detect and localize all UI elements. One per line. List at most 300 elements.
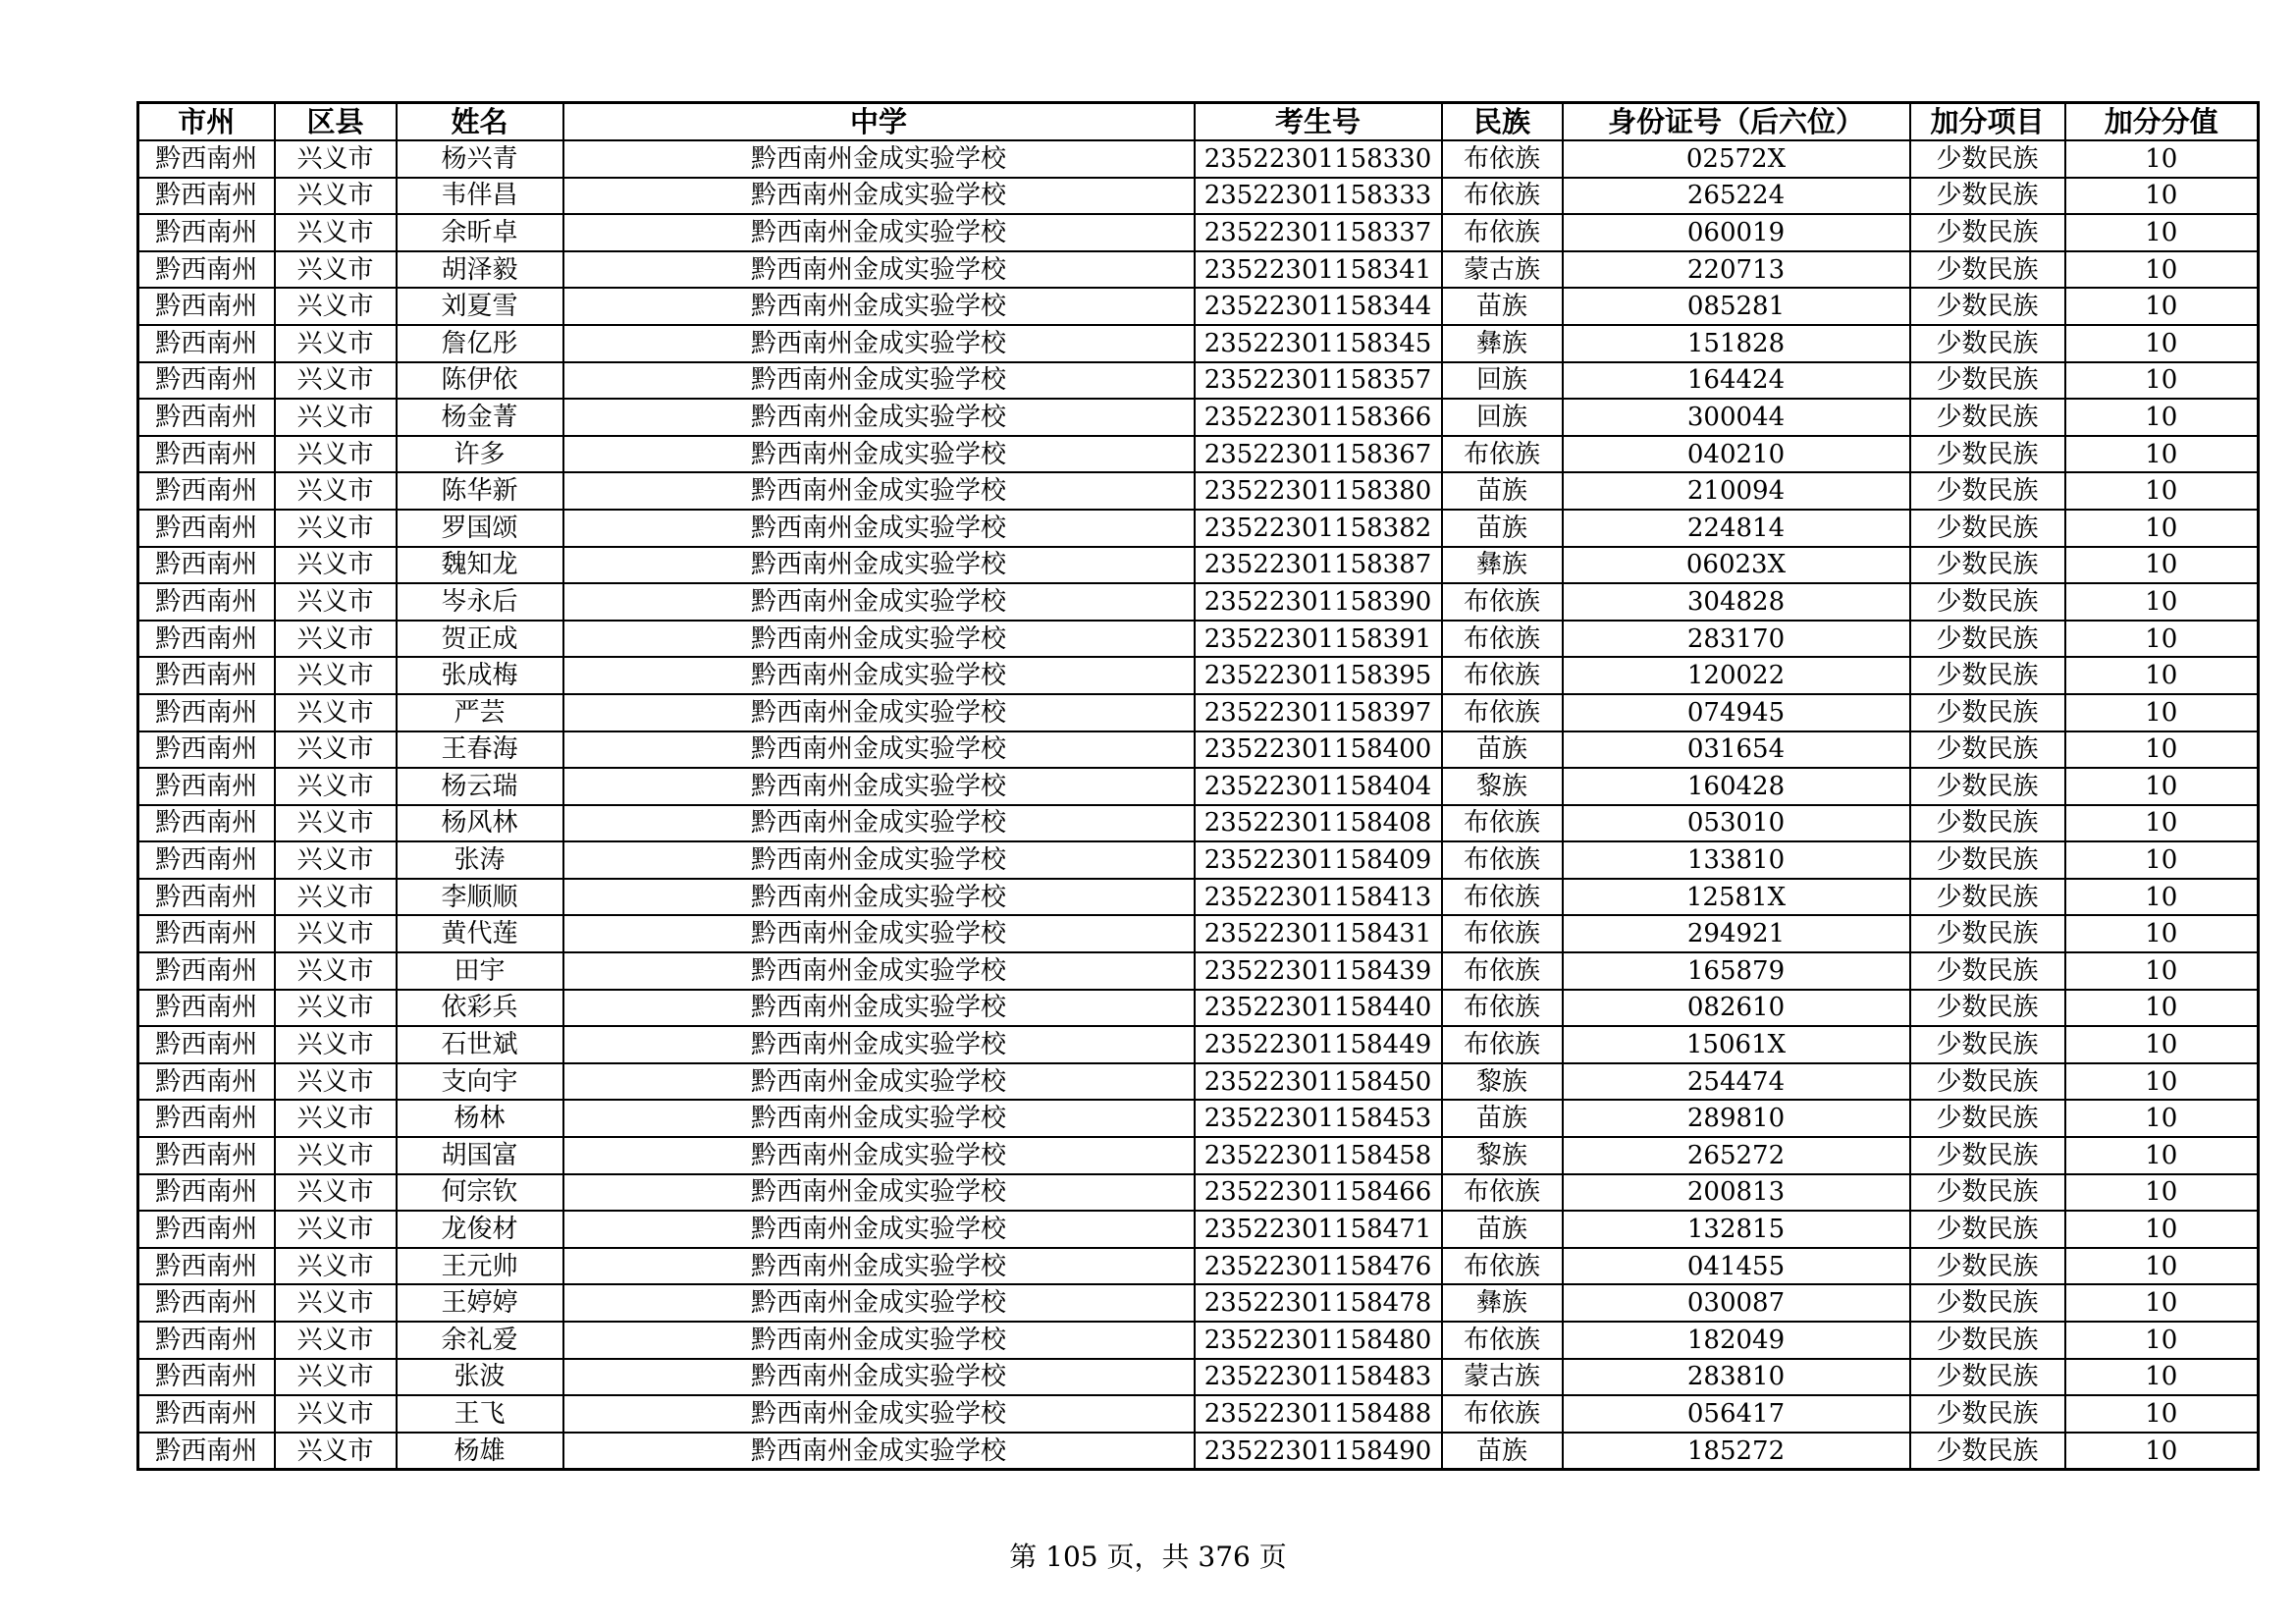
school-cell: 黔西南州金成实验学校: [563, 1211, 1195, 1248]
city-cell: 黔西南州: [138, 362, 275, 400]
district-cell: 兴义市: [275, 1026, 397, 1063]
district-cell: 兴义市: [275, 325, 397, 362]
name-cell: 杨兴青: [397, 140, 563, 178]
district-cell: 兴义市: [275, 1284, 397, 1322]
city-cell: 黔西南州: [138, 990, 275, 1027]
ethnicity-cell: 黎族: [1442, 1063, 1563, 1101]
name-cell: 严芸: [397, 694, 563, 731]
bonus-item-cell: 少数民族: [1910, 1137, 2065, 1174]
exam-number-cell: 23522301158483: [1195, 1359, 1442, 1396]
bonus-value-cell: 10: [2065, 1359, 2259, 1396]
bonus-item-cell: 少数民族: [1910, 510, 2065, 547]
bonus-item-cell: 少数民族: [1910, 472, 2065, 510]
name-cell: 陈华新: [397, 472, 563, 510]
district-cell: 兴义市: [275, 1137, 397, 1174]
table-row: [138, 621, 2259, 658]
bonus-value-cell: 10: [2065, 952, 2259, 990]
exam-number-cell: 23522301158366: [1195, 399, 1442, 436]
school-cell: 黔西南州金成实验学校: [563, 140, 1195, 178]
city-cell: 黔西南州: [138, 1026, 275, 1063]
id-suffix-cell: 200813: [1563, 1174, 1910, 1212]
exam-number-cell: 23522301158408: [1195, 805, 1442, 842]
id-suffix-cell: 085281: [1563, 288, 1910, 325]
bonus-value-cell: 10: [2065, 472, 2259, 510]
ethnicity-cell: 蒙古族: [1442, 1359, 1563, 1396]
id-suffix-cell: 165879: [1563, 952, 1910, 990]
name-cell: 魏知龙: [397, 547, 563, 584]
ethnicity-cell: 蒙古族: [1442, 251, 1563, 289]
bonus-value-cell: 10: [2065, 1322, 2259, 1359]
table-row: [138, 325, 2259, 362]
table-row: [138, 768, 2259, 805]
bonus-value-cell: 10: [2065, 657, 2259, 694]
district-cell: 兴义市: [275, 1322, 397, 1359]
city-cell: 黔西南州: [138, 214, 275, 251]
school-cell: 黔西南州金成实验学校: [563, 1137, 1195, 1174]
school-cell: 黔西南州金成实验学校: [563, 731, 1195, 769]
school-cell: 黔西南州金成实验学校: [563, 547, 1195, 584]
ethnicity-cell: 布依族: [1442, 621, 1563, 658]
table-row: [138, 657, 2259, 694]
city-cell: 黔西南州: [138, 1433, 275, 1470]
ethnicity-cell: 彝族: [1442, 547, 1563, 584]
district-cell: 兴义市: [275, 178, 397, 215]
ethnicity-cell: 布依族: [1442, 178, 1563, 215]
exam-number-cell: 23522301158466: [1195, 1174, 1442, 1212]
table-row: [138, 731, 2259, 769]
district-cell: 兴义市: [275, 251, 397, 289]
table-row: [138, 140, 2259, 178]
name-cell: 胡国富: [397, 1137, 563, 1174]
bonus-item-cell: 少数民族: [1910, 768, 2065, 805]
bonus-value-cell: 10: [2065, 325, 2259, 362]
bonus-item-cell: 少数民族: [1910, 879, 2065, 916]
bonus-value-cell: 10: [2065, 251, 2259, 289]
bonus-item-cell: 少数民族: [1910, 288, 2065, 325]
table-row: [138, 879, 2259, 916]
id-suffix-cell: 030087: [1563, 1284, 1910, 1322]
city-cell: 黔西南州: [138, 1137, 275, 1174]
exam-number-cell: 23522301158409: [1195, 841, 1442, 879]
district-cell: 兴义市: [275, 1359, 397, 1396]
district-cell: 兴义市: [275, 731, 397, 769]
table-row: [138, 1248, 2259, 1285]
bonus-item-cell: 少数民族: [1910, 694, 2065, 731]
name-cell: 杨雄: [397, 1433, 563, 1470]
ethnicity-cell: 布依族: [1442, 879, 1563, 916]
district-cell: 兴义市: [275, 436, 397, 473]
bonus-item-cell: 少数民族: [1910, 140, 2065, 178]
id-suffix-cell: 053010: [1563, 805, 1910, 842]
column-header-bonus-item: 加分项目: [1910, 103, 2065, 141]
district-cell: 兴义市: [275, 768, 397, 805]
district-cell: 兴义市: [275, 694, 397, 731]
district-cell: 兴义市: [275, 1174, 397, 1212]
ethnicity-cell: 回族: [1442, 362, 1563, 400]
bonus-item-cell: 少数民族: [1910, 1174, 2065, 1212]
id-suffix-cell: 151828: [1563, 325, 1910, 362]
city-cell: 黔西南州: [138, 952, 275, 990]
id-suffix-cell: 160428: [1563, 768, 1910, 805]
bonus-item-cell: 少数民族: [1910, 547, 2065, 584]
district-cell: 兴义市: [275, 915, 397, 952]
bonus-item-cell: 少数民族: [1910, 1100, 2065, 1137]
school-cell: 黔西南州金成实验学校: [563, 1359, 1195, 1396]
bonus-value-cell: 10: [2065, 841, 2259, 879]
school-cell: 黔西南州金成实验学校: [563, 657, 1195, 694]
id-suffix-cell: 220713: [1563, 251, 1910, 289]
table-row: [138, 1100, 2259, 1137]
bonus-item-cell: 少数民族: [1910, 325, 2065, 362]
district-cell: 兴义市: [275, 657, 397, 694]
name-cell: 刘夏雪: [397, 288, 563, 325]
table-row: [138, 1211, 2259, 1248]
school-cell: 黔西南州金成实验学校: [563, 325, 1195, 362]
name-cell: 罗国颂: [397, 510, 563, 547]
name-cell: 陈伊依: [397, 362, 563, 400]
ethnicity-cell: 布依族: [1442, 952, 1563, 990]
table-row: [138, 510, 2259, 547]
bonus-value-cell: 10: [2065, 510, 2259, 547]
name-cell: 贺正成: [397, 621, 563, 658]
school-cell: 黔西南州金成实验学校: [563, 621, 1195, 658]
city-cell: 黔西南州: [138, 694, 275, 731]
school-cell: 黔西南州金成实验学校: [563, 1284, 1195, 1322]
exam-number-cell: 23522301158337: [1195, 214, 1442, 251]
name-cell: 余昕卓: [397, 214, 563, 251]
school-cell: 黔西南州金成实验学校: [563, 694, 1195, 731]
id-suffix-cell: 132815: [1563, 1211, 1910, 1248]
city-cell: 黔西南州: [138, 1211, 275, 1248]
table-header: [138, 103, 2259, 141]
school-cell: 黔西南州金成实验学校: [563, 879, 1195, 916]
school-cell: 黔西南州金成实验学校: [563, 399, 1195, 436]
exam-number-cell: 23522301158397: [1195, 694, 1442, 731]
name-cell: 田宇: [397, 952, 563, 990]
school-cell: 黔西南州金成实验学校: [563, 1100, 1195, 1137]
exam-number-cell: 23522301158449: [1195, 1026, 1442, 1063]
id-suffix-cell: 265272: [1563, 1137, 1910, 1174]
district-cell: 兴义市: [275, 621, 397, 658]
ethnicity-cell: 布依族: [1442, 694, 1563, 731]
bonus-value-cell: 10: [2065, 879, 2259, 916]
ethnicity-cell: 苗族: [1442, 1433, 1563, 1470]
school-cell: 黔西南州金成实验学校: [563, 1174, 1195, 1212]
exam-number-cell: 23522301158390: [1195, 583, 1442, 621]
school-cell: 黔西南州金成实验学校: [563, 1433, 1195, 1470]
bonus-value-cell: 10: [2065, 583, 2259, 621]
name-cell: 杨云瑞: [397, 768, 563, 805]
school-cell: 黔西南州金成实验学校: [563, 768, 1195, 805]
table-row: [138, 436, 2259, 473]
bonus-item-cell: 少数民族: [1910, 251, 2065, 289]
name-cell: 詹亿彤: [397, 325, 563, 362]
exam-number-cell: 23522301158453: [1195, 1100, 1442, 1137]
table-row: [138, 399, 2259, 436]
id-suffix-cell: 283170: [1563, 621, 1910, 658]
district-cell: 兴义市: [275, 841, 397, 879]
bonus-value-cell: 10: [2065, 694, 2259, 731]
bonus-item-cell: 少数民族: [1910, 214, 2065, 251]
city-cell: 黔西南州: [138, 547, 275, 584]
id-suffix-cell: 06023X: [1563, 547, 1910, 584]
id-suffix-cell: 15061X: [1563, 1026, 1910, 1063]
bonus-item-cell: 少数民族: [1910, 436, 2065, 473]
ethnicity-cell: 布依族: [1442, 214, 1563, 251]
id-suffix-cell: 133810: [1563, 841, 1910, 879]
bonus-item-cell: 少数民族: [1910, 841, 2065, 879]
table-row: [138, 805, 2259, 842]
exam-number-cell: 23522301158344: [1195, 288, 1442, 325]
district-cell: 兴义市: [275, 1248, 397, 1285]
table-row: [138, 841, 2259, 879]
city-cell: 黔西南州: [138, 1359, 275, 1396]
bonus-value-cell: 10: [2065, 1433, 2259, 1470]
bonus-value-cell: 10: [2065, 731, 2259, 769]
city-cell: 黔西南州: [138, 731, 275, 769]
table-row: [138, 251, 2259, 289]
city-cell: 黔西南州: [138, 178, 275, 215]
ethnicity-cell: 彝族: [1442, 325, 1563, 362]
name-cell: 龙俊材: [397, 1211, 563, 1248]
school-cell: 黔西南州金成实验学校: [563, 990, 1195, 1027]
bonus-item-cell: 少数民族: [1910, 731, 2065, 769]
bonus-value-cell: 10: [2065, 178, 2259, 215]
table-row: [138, 915, 2259, 952]
table-row: [138, 1063, 2259, 1101]
city-cell: 黔西南州: [138, 1063, 275, 1101]
exam-number-cell: 23522301158380: [1195, 472, 1442, 510]
city-cell: 黔西南州: [138, 657, 275, 694]
city-cell: 黔西南州: [138, 1284, 275, 1322]
school-cell: 黔西南州金成实验学校: [563, 915, 1195, 952]
district-cell: 兴义市: [275, 952, 397, 990]
table-row: [138, 952, 2259, 990]
id-suffix-cell: 304828: [1563, 583, 1910, 621]
table-row: [138, 362, 2259, 400]
ethnicity-cell: 布依族: [1442, 1248, 1563, 1285]
bonus-value-cell: 10: [2065, 547, 2259, 584]
bonus-value-cell: 10: [2065, 214, 2259, 251]
table-row: [138, 1433, 2259, 1470]
id-suffix-cell: 120022: [1563, 657, 1910, 694]
district-cell: 兴义市: [275, 510, 397, 547]
district-cell: 兴义市: [275, 140, 397, 178]
school-cell: 黔西南州金成实验学校: [563, 1026, 1195, 1063]
city-cell: 黔西南州: [138, 1100, 275, 1137]
column-header-school: 中学: [563, 103, 1195, 141]
bonus-item-cell: 少数民族: [1910, 1284, 2065, 1322]
exam-number-cell: 23522301158357: [1195, 362, 1442, 400]
bonus-item-cell: 少数民族: [1910, 399, 2065, 436]
bonus-points-table: [136, 101, 2260, 1471]
city-cell: 黔西南州: [138, 472, 275, 510]
bonus-item-cell: 少数民族: [1910, 657, 2065, 694]
city-cell: 黔西南州: [138, 805, 275, 842]
city-cell: 黔西南州: [138, 288, 275, 325]
ethnicity-cell: 苗族: [1442, 510, 1563, 547]
district-cell: 兴义市: [275, 1100, 397, 1137]
exam-number-cell: 23522301158471: [1195, 1211, 1442, 1248]
table-row: [138, 547, 2259, 584]
district-cell: 兴义市: [275, 1211, 397, 1248]
table-row: [138, 694, 2259, 731]
table-row: [138, 990, 2259, 1027]
table-row: [138, 178, 2259, 215]
ethnicity-cell: 布依族: [1442, 583, 1563, 621]
district-cell: 兴义市: [275, 805, 397, 842]
ethnicity-cell: 黎族: [1442, 1137, 1563, 1174]
name-cell: 余礼爱: [397, 1322, 563, 1359]
school-cell: 黔西南州金成实验学校: [563, 841, 1195, 879]
bonus-value-cell: 10: [2065, 1211, 2259, 1248]
district-cell: 兴义市: [275, 1395, 397, 1433]
id-suffix-cell: 289810: [1563, 1100, 1910, 1137]
exam-number-cell: 23522301158400: [1195, 731, 1442, 769]
id-suffix-cell: 224814: [1563, 510, 1910, 547]
city-cell: 黔西南州: [138, 251, 275, 289]
exam-number-cell: 23522301158439: [1195, 952, 1442, 990]
city-cell: 黔西南州: [138, 399, 275, 436]
bonus-item-cell: 少数民族: [1910, 1433, 2065, 1470]
name-cell: 支向宇: [397, 1063, 563, 1101]
name-cell: 依彩兵: [397, 990, 563, 1027]
table-row: [138, 472, 2259, 510]
id-suffix-cell: 185272: [1563, 1433, 1910, 1470]
city-cell: 黔西南州: [138, 140, 275, 178]
page-footer: 第 105 页，共 376 页: [1009, 1541, 1287, 1573]
table-row: [138, 1359, 2259, 1396]
school-cell: 黔西南州金成实验学校: [563, 251, 1195, 289]
city-cell: 黔西南州: [138, 1248, 275, 1285]
district-cell: 兴义市: [275, 547, 397, 584]
id-suffix-cell: 300044: [1563, 399, 1910, 436]
name-cell: 韦伴昌: [397, 178, 563, 215]
name-cell: 岑永后: [397, 583, 563, 621]
column-header-name: 姓名: [397, 103, 563, 141]
bonus-item-cell: 少数民族: [1910, 1248, 2065, 1285]
id-suffix-cell: 164424: [1563, 362, 1910, 400]
name-cell: 王元帅: [397, 1248, 563, 1285]
id-suffix-cell: 040210: [1563, 436, 1910, 473]
city-cell: 黔西南州: [138, 583, 275, 621]
name-cell: 杨风林: [397, 805, 563, 842]
exam-number-cell: 23522301158333: [1195, 178, 1442, 215]
name-cell: 张成梅: [397, 657, 563, 694]
column-header-city: 市州: [138, 103, 275, 141]
bonus-value-cell: 10: [2065, 621, 2259, 658]
bonus-item-cell: 少数民族: [1910, 583, 2065, 621]
id-suffix-cell: 060019: [1563, 214, 1910, 251]
exam-number-cell: 23522301158490: [1195, 1433, 1442, 1470]
ethnicity-cell: 苗族: [1442, 731, 1563, 769]
exam-number-cell: 23522301158480: [1195, 1322, 1442, 1359]
bonus-item-cell: 少数民族: [1910, 362, 2065, 400]
exam-number-cell: 23522301158330: [1195, 140, 1442, 178]
column-header-id-suffix: 身份证号（后六位）: [1563, 103, 1910, 141]
school-cell: 黔西南州金成实验学校: [563, 436, 1195, 473]
exam-number-cell: 23522301158345: [1195, 325, 1442, 362]
school-cell: 黔西南州金成实验学校: [563, 1395, 1195, 1433]
name-cell: 李顺顺: [397, 879, 563, 916]
district-cell: 兴义市: [275, 288, 397, 325]
name-cell: 杨金菁: [397, 399, 563, 436]
bonus-item-cell: 少数民族: [1910, 621, 2065, 658]
ethnicity-cell: 苗族: [1442, 288, 1563, 325]
city-cell: 黔西南州: [138, 1395, 275, 1433]
ethnicity-cell: 布依族: [1442, 915, 1563, 952]
bonus-item-cell: 少数民族: [1910, 952, 2065, 990]
school-cell: 黔西南州金成实验学校: [563, 214, 1195, 251]
name-cell: 黄代莲: [397, 915, 563, 952]
bonus-value-cell: 10: [2065, 1100, 2259, 1137]
header-row: [138, 103, 2259, 141]
bonus-value-cell: 10: [2065, 1063, 2259, 1101]
bonus-value-cell: 10: [2065, 399, 2259, 436]
bonus-value-cell: 10: [2065, 362, 2259, 400]
ethnicity-cell: 布依族: [1442, 657, 1563, 694]
ethnicity-cell: 苗族: [1442, 1100, 1563, 1137]
column-header-district: 区县: [275, 103, 397, 141]
city-cell: 黔西南州: [138, 436, 275, 473]
school-cell: 黔西南州金成实验学校: [563, 178, 1195, 215]
exam-number-cell: 23522301158458: [1195, 1137, 1442, 1174]
exam-number-cell: 23522301158478: [1195, 1284, 1442, 1322]
name-cell: 王婷婷: [397, 1284, 563, 1322]
exam-number-cell: 23522301158391: [1195, 621, 1442, 658]
ethnicity-cell: 苗族: [1442, 1211, 1563, 1248]
school-cell: 黔西南州金成实验学校: [563, 1248, 1195, 1285]
ethnicity-cell: 苗族: [1442, 472, 1563, 510]
name-cell: 许多: [397, 436, 563, 473]
ethnicity-cell: 布依族: [1442, 1322, 1563, 1359]
id-suffix-cell: 283810: [1563, 1359, 1910, 1396]
column-header-exam-number: 考生号: [1195, 103, 1442, 141]
id-suffix-cell: 074945: [1563, 694, 1910, 731]
exam-number-cell: 23522301158341: [1195, 251, 1442, 289]
exam-number-cell: 23522301158404: [1195, 768, 1442, 805]
school-cell: 黔西南州金成实验学校: [563, 583, 1195, 621]
ethnicity-cell: 布依族: [1442, 140, 1563, 178]
table-row: [138, 1284, 2259, 1322]
table-row: [138, 1322, 2259, 1359]
id-suffix-cell: 294921: [1563, 915, 1910, 952]
exam-number-cell: 23522301158476: [1195, 1248, 1442, 1285]
id-suffix-cell: 02572X: [1563, 140, 1910, 178]
id-suffix-cell: 041455: [1563, 1248, 1910, 1285]
bonus-item-cell: 少数民族: [1910, 915, 2065, 952]
school-cell: 黔西南州金成实验学校: [563, 1322, 1195, 1359]
bonus-value-cell: 10: [2065, 768, 2259, 805]
table-row: [138, 1137, 2259, 1174]
bonus-value-cell: 10: [2065, 1026, 2259, 1063]
column-header-bonus-value: 加分分值: [2065, 103, 2259, 141]
name-cell: 王春海: [397, 731, 563, 769]
school-cell: 黔西南州金成实验学校: [563, 472, 1195, 510]
bonus-value-cell: 10: [2065, 1174, 2259, 1212]
bonus-value-cell: 10: [2065, 436, 2259, 473]
exam-number-cell: 23522301158431: [1195, 915, 1442, 952]
ethnicity-cell: 布依族: [1442, 1026, 1563, 1063]
name-cell: 石世斌: [397, 1026, 563, 1063]
bonus-value-cell: 10: [2065, 1284, 2259, 1322]
bonus-item-cell: 少数民族: [1910, 1359, 2065, 1396]
id-suffix-cell: 182049: [1563, 1322, 1910, 1359]
id-suffix-cell: 254474: [1563, 1063, 1910, 1101]
city-cell: 黔西南州: [138, 1322, 275, 1359]
exam-number-cell: 23522301158387: [1195, 547, 1442, 584]
bonus-value-cell: 10: [2065, 1395, 2259, 1433]
